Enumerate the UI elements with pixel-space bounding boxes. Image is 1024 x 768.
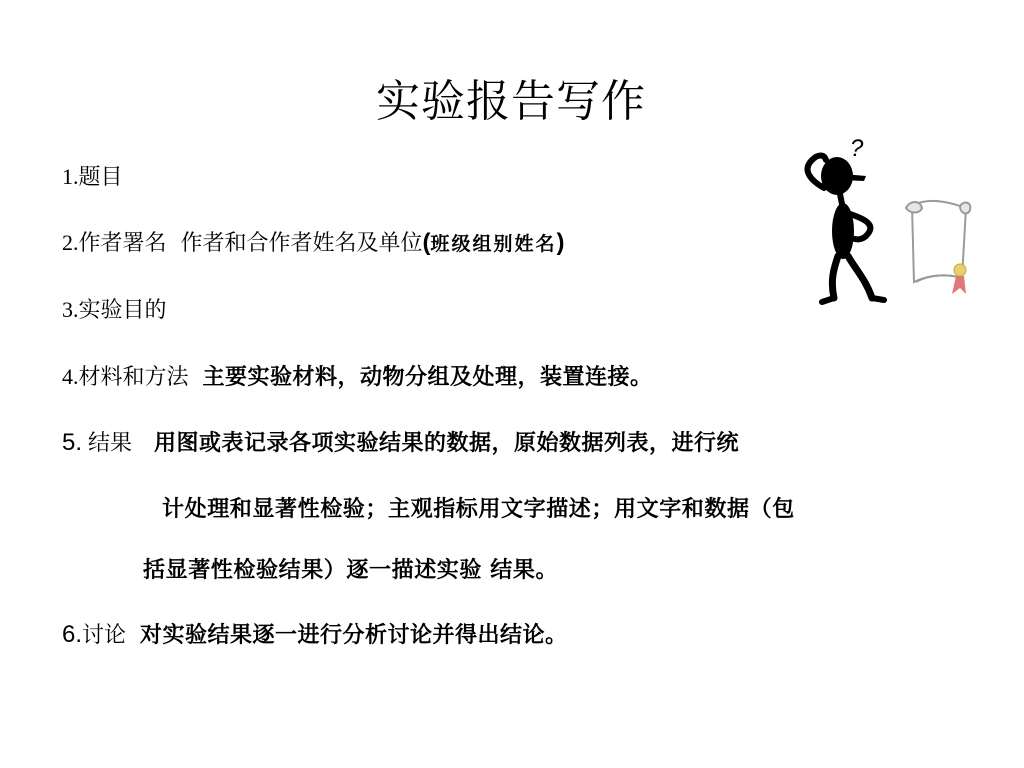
item-label: 材料和方法 bbox=[78, 365, 189, 390]
list-item-4 bbox=[62, 362, 653, 393]
item-detail: 主要实验材料，动物分组及处理，装置连接。 bbox=[202, 365, 653, 390]
list-item-3 bbox=[62, 295, 167, 326]
item-detail-line-3: 括显著性检验结果）逐一描述实验 结果。 bbox=[143, 558, 559, 583]
item-label: 结果 bbox=[88, 431, 133, 456]
list-item-6 bbox=[62, 620, 568, 651]
item-detail: 作者和合作者姓名及单位 bbox=[180, 231, 423, 256]
list-item-2 bbox=[62, 228, 565, 259]
item-label: 题目 bbox=[78, 165, 123, 190]
question-mark-icon: ? bbox=[850, 135, 864, 162]
item-label: 讨论 bbox=[82, 623, 127, 648]
item-number: 1. bbox=[62, 164, 79, 189]
item-detail: 对实验结果逐一进行分析讨论并得出结论。 bbox=[140, 623, 568, 648]
paren-open: ( bbox=[422, 229, 431, 256]
list-item-5 bbox=[62, 428, 739, 459]
item-number: 2. bbox=[62, 230, 79, 255]
item-label: 实验目的 bbox=[78, 298, 167, 323]
list-item-1 bbox=[62, 162, 123, 193]
item-detail-line-1: 用图或表记录各项实验结果的数据，原始数据列表，进行统 bbox=[154, 431, 740, 456]
item-number: 4. bbox=[62, 364, 79, 389]
item-number: 6. bbox=[62, 621, 83, 648]
thinking-figure-clipart bbox=[780, 128, 980, 313]
item-label: 作者署名 bbox=[78, 231, 167, 256]
item-number: 3. bbox=[62, 297, 79, 322]
slide-title: 实验报告写作 bbox=[376, 76, 646, 127]
thinking-figure-icon bbox=[808, 156, 884, 303]
ribbon-seal-icon bbox=[952, 264, 966, 294]
item-paren-detail: 班级组别姓名 bbox=[430, 233, 557, 255]
item-detail-line-2: 计处理和显著性检验；主观指标用文字描述；用文字和数据（包 bbox=[162, 497, 795, 522]
item-number: 5. bbox=[62, 429, 83, 456]
paren-close: ) bbox=[556, 229, 565, 256]
